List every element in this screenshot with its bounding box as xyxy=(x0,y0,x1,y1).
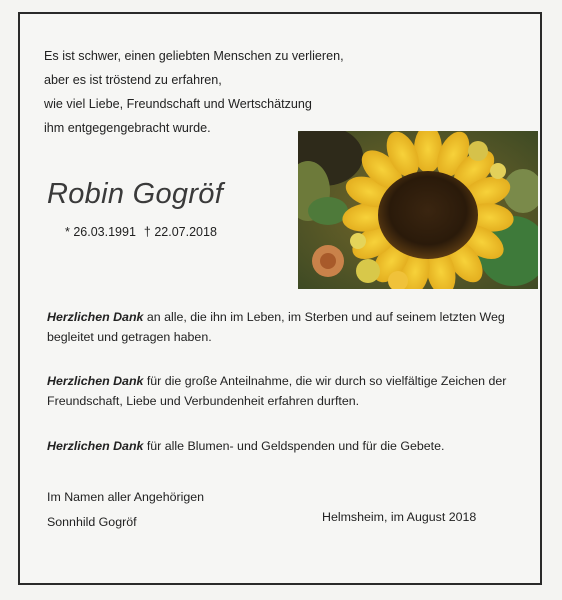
thanks-paragraph-2 xyxy=(47,371,527,411)
intro-line: ihm entgegengebracht wurde. xyxy=(44,121,211,135)
signature-block xyxy=(47,485,204,535)
thanks-text: an alle, die ihn im Leben, im Sterben und auf seinem letzten Weg begleitet und getragen haben. xyxy=(47,310,505,344)
place-date: Helmsheim, im August 2018 xyxy=(322,510,477,524)
intro-line: aber es ist tröstend zu erfahren, xyxy=(44,73,222,87)
thanks-lead: Herzlichen Dank xyxy=(47,439,144,453)
thanks-paragraph-1 xyxy=(47,307,527,347)
intro-verse xyxy=(44,44,344,140)
intro-line: wie viel Liebe, Freundschaft und Wertschätzung xyxy=(44,97,312,111)
on-behalf-line: Im Namen aller Angehörigen xyxy=(47,490,205,504)
thanks-text: für alle Blumen- und Geldspenden und für die Gebete. xyxy=(143,439,445,453)
thanks-lead: Herzlichen Dank xyxy=(47,310,144,324)
death-date: † 22.07.2018 xyxy=(143,225,217,239)
thanks-text: für die große Anteilnahme, die wir durch so vielfältige Zeichen der Freundschaft, Liebe und Verbundenheit erfahren durften. xyxy=(47,374,507,408)
thanks-lead: Herzlichen Dank xyxy=(47,374,144,388)
birth-date: * 26.03.1991 xyxy=(65,225,136,239)
thanks-paragraph-3 xyxy=(47,436,527,456)
sunflower-bouquet-photo xyxy=(298,131,538,289)
signer-name: Sonnhild Gogröf xyxy=(47,515,137,529)
deceased-name: Robin Gogröf xyxy=(47,178,224,210)
life-dates xyxy=(65,225,217,239)
intro-line: Es ist schwer, einen geliebten Menschen zu verlieren, xyxy=(44,49,344,63)
